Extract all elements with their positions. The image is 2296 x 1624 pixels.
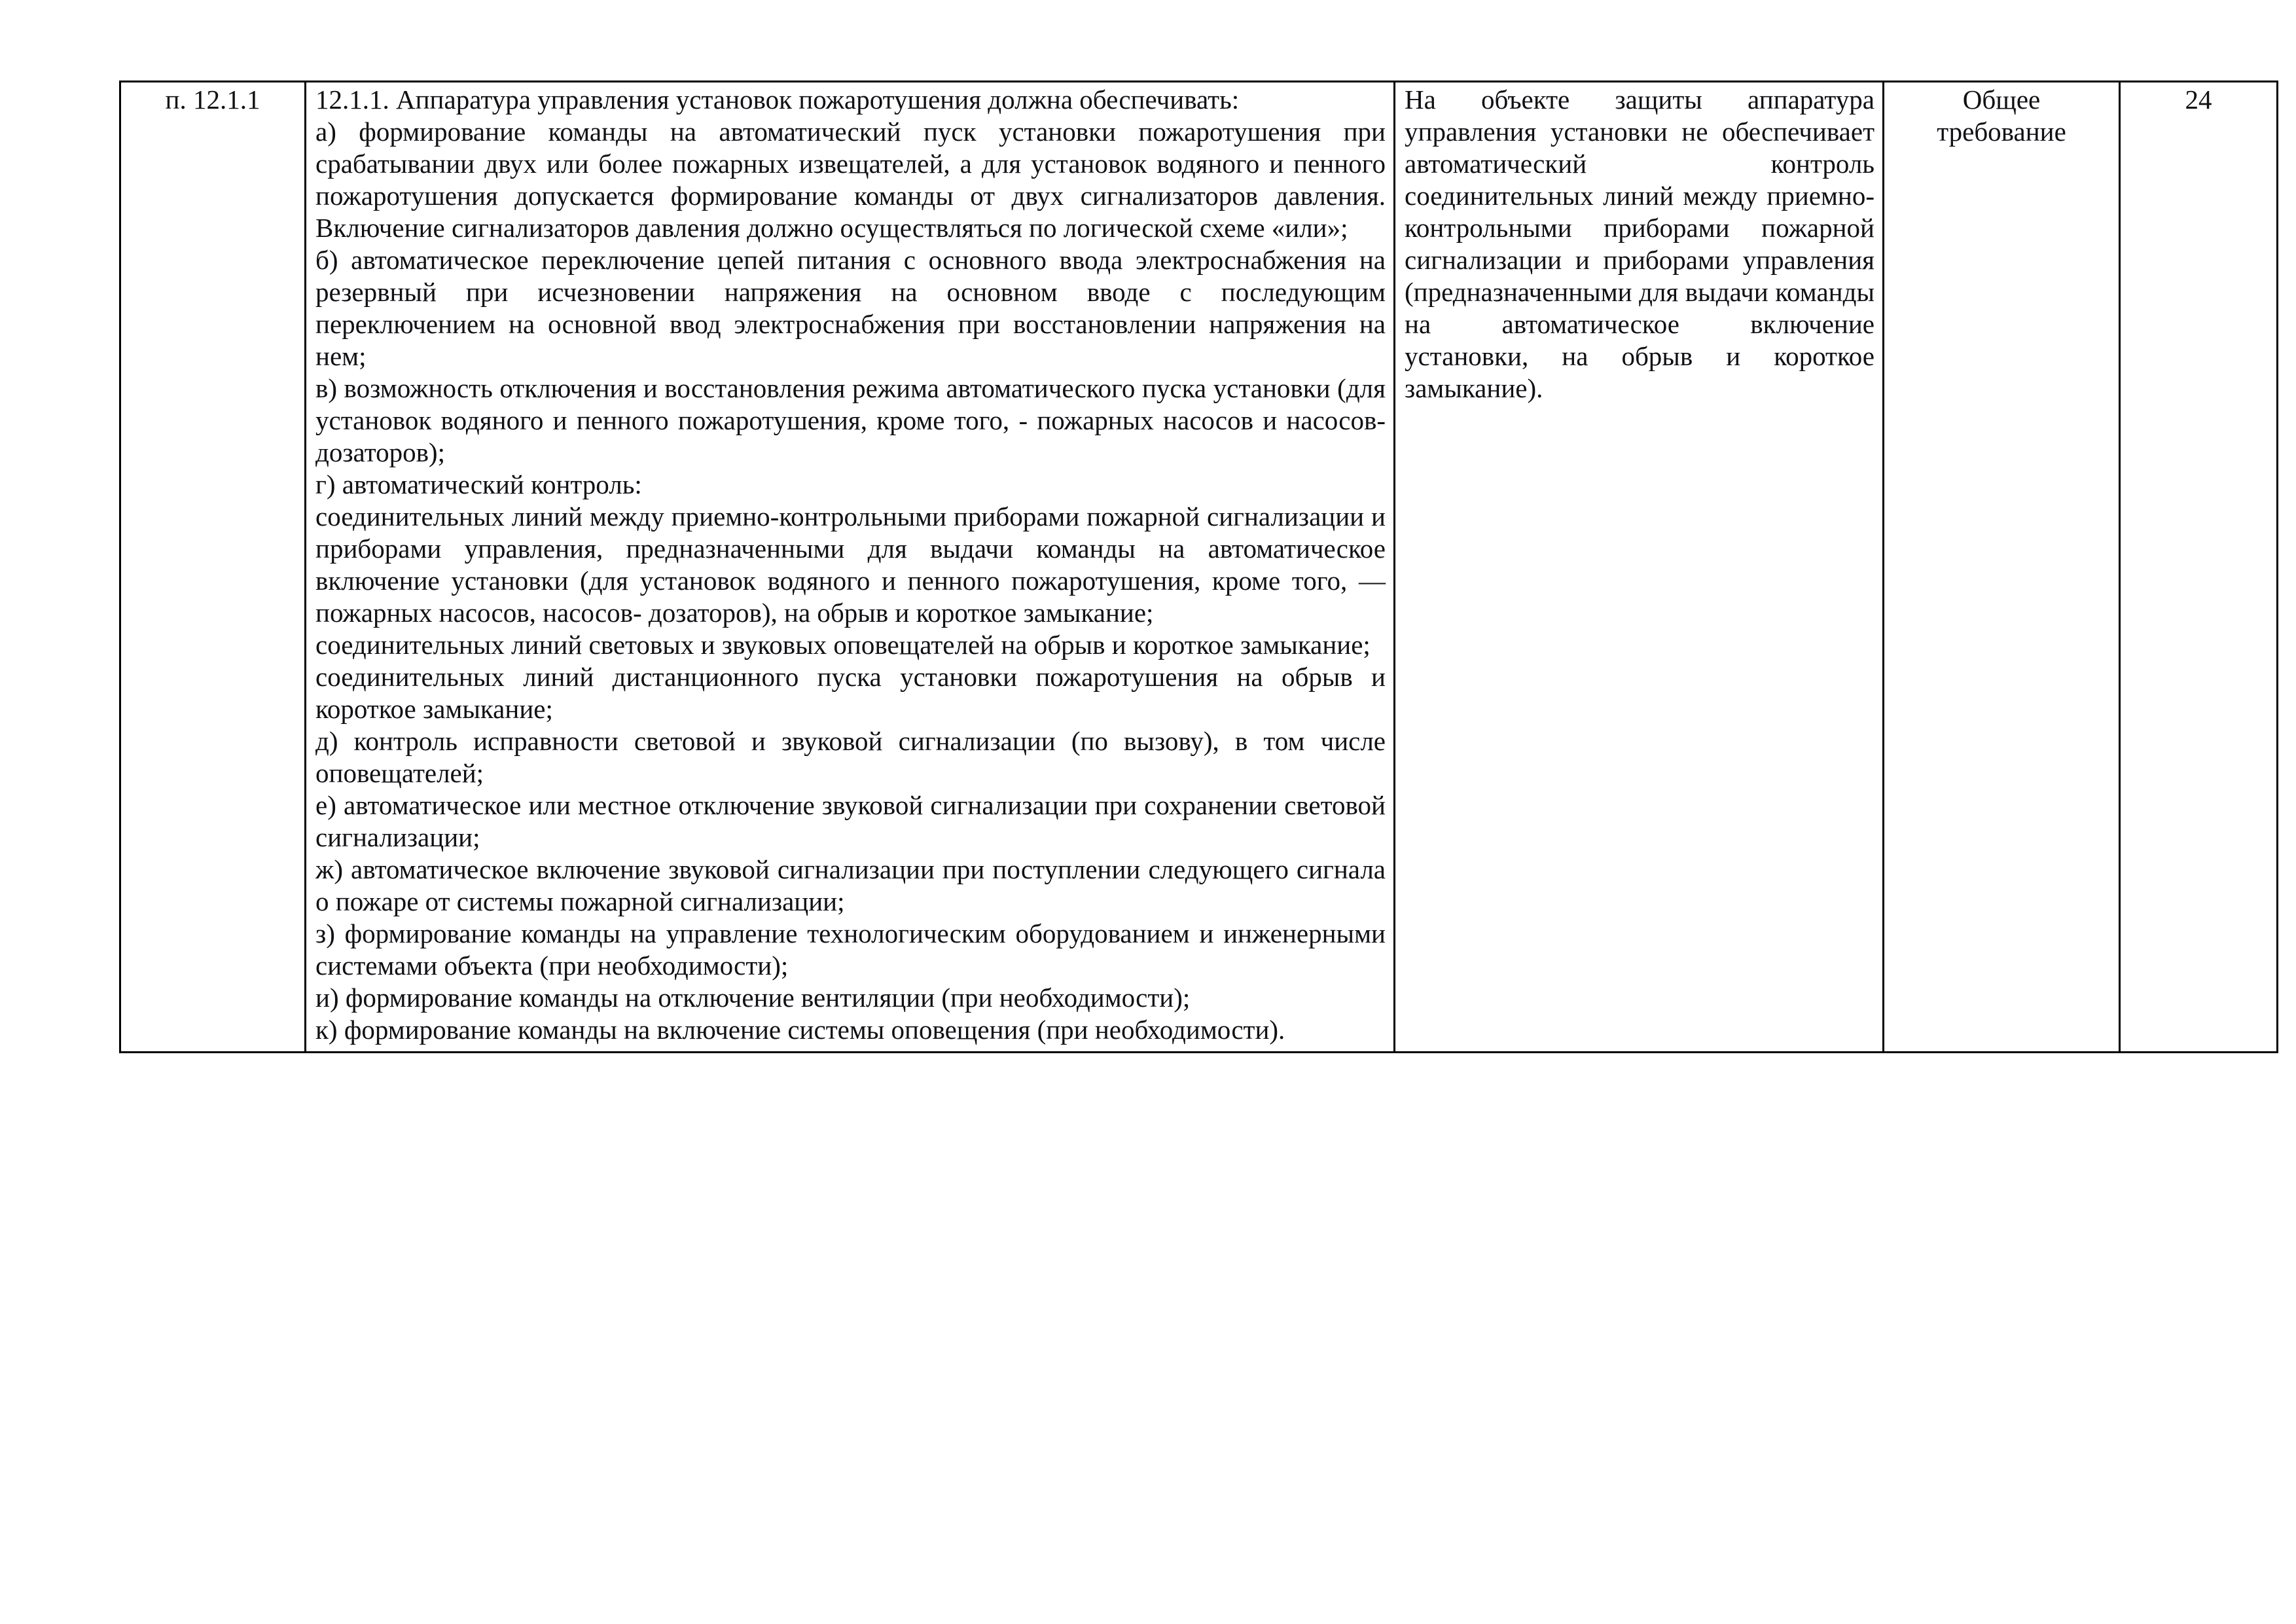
category-cell (1884, 82, 2120, 1053)
clause-number: п. 12.1.1 (165, 84, 260, 115)
page-number: 24 (2185, 84, 2212, 115)
requirement-cell (306, 82, 1395, 1053)
clause-cell (120, 82, 306, 1053)
category-text: Общее требование (1937, 84, 2066, 147)
violation-text: На объекте защиты аппаратура управления установки не обеспечивает автоматический контроль соединительных линий между приемно-контрольными приборами пожарной сигнализации и приборами управления (предназначенными для выдачи команды на автоматическое включение установки, на обрыв и короткое замыкание). (1405, 84, 1874, 403)
requirement-text: 12.1.1. Аппаратура управления установок пожаротушения должна обеспечивать: а) формирование команды на автоматический пуск установки пожаротушения при срабатывании двух или более пожарных извещателей, а для установок водяного и пенного пожаротушения допускается формирование команды от двух сигнализаторов давления. Включение сигнализаторов давления должно осуществляться по логической схеме «или»; б) автоматическое переключение цепей питания с основного ввода электроснабжения на резервный при исчезновении напряжения на основном вводе с последующим переключением на основной ввод электроснабжения при восстановлении напряжения на нем; в) возможность отключения и восстановления режима автоматического пуска установки (для установок водяного и пенного пожаротушения, кроме того, - пожарных насосов и насосов-дозаторов); г) автоматический контроль: соединительных линий между приемно-контрольными приборами пожарной сигнализации и приборами управления, предназначенными для выдачи команды на автоматическое включение установки (для установок водяного и пенного пожаротушения, кроме того, — пожарных насосов, насосов- дозаторов), на обрыв и короткое замыкание; соединительных линий световых и звуковых оповещателей на обрыв и короткое замыкание; соединительных линий дистанционного пуска установки пожаротушения на обрыв и короткое замыкание; д) контроль исправности световой и звуковой сигнализации (по вызову), в том числе оповещателей; е) автоматическое или местное отключение звуковой сигнализации при сохранении световой сигнализации; ж) автоматическое включение звуковой сигнализации при поступлении следующего сигнала о пожаре от системы пожарной сигнализации; з) формирование команды на управление технологическим оборудованием и инженерными системами объекта (при необходимости); и) формирование команды на отключение вентиляции (при необходимости); к) формирование команды на включение системы оповещения (при необходимости). (315, 84, 1386, 1045)
compliance-table (119, 81, 2278, 1053)
violation-cell (1395, 82, 1884, 1053)
page-number-cell (2120, 82, 2278, 1053)
table-row (120, 82, 2278, 1053)
